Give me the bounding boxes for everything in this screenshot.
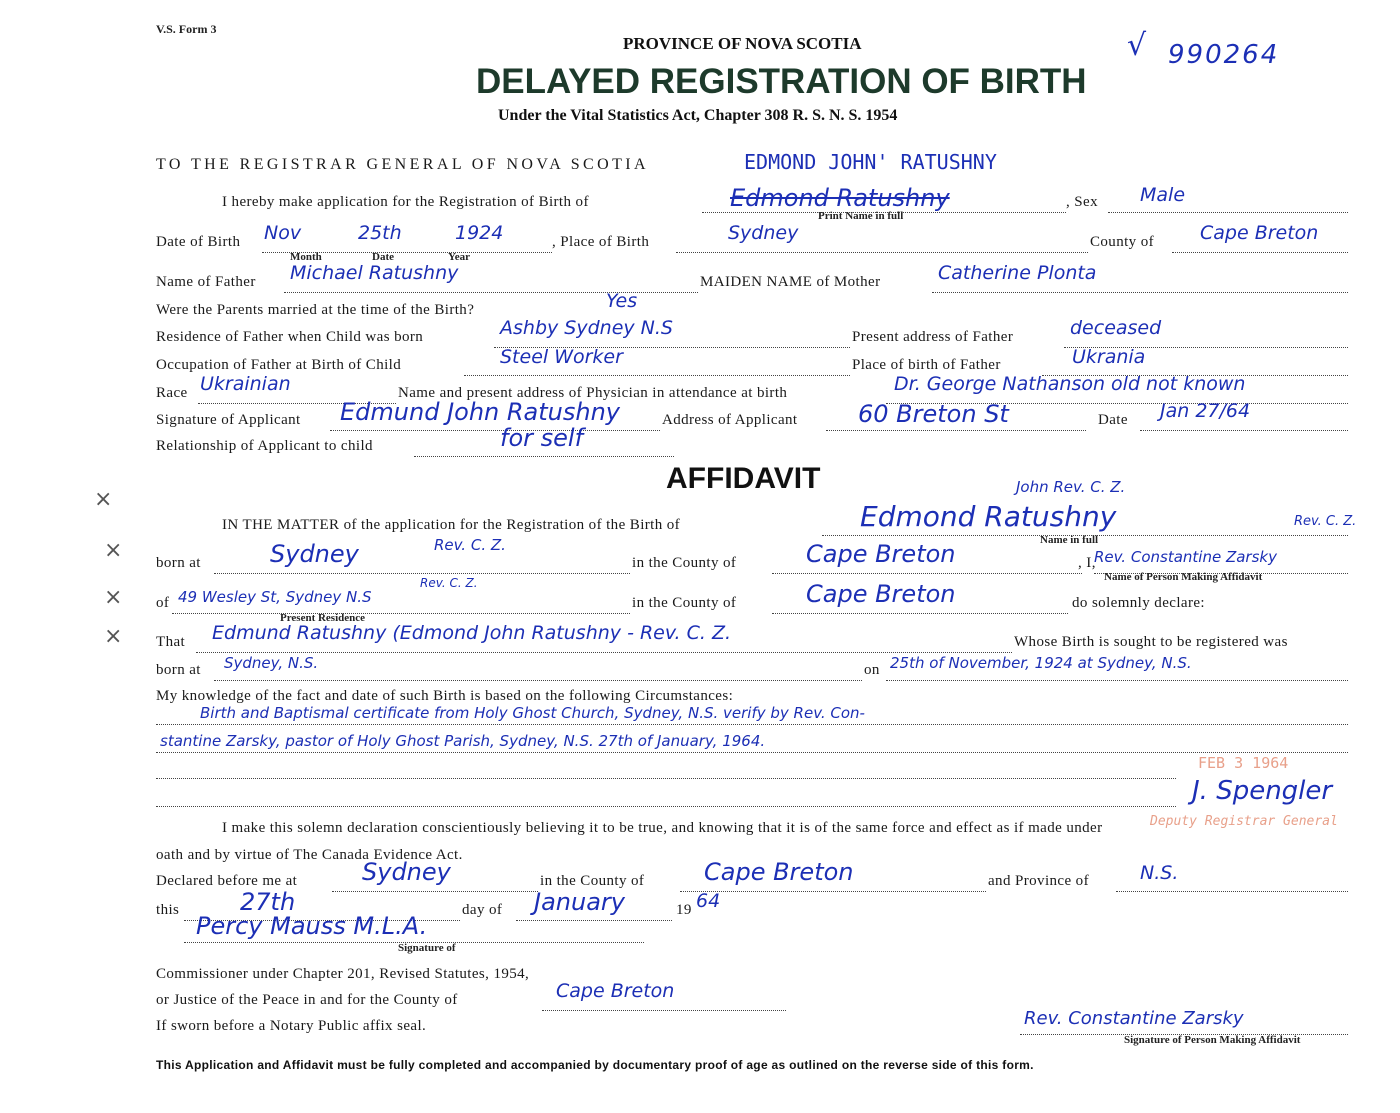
form-number: V.S. Form 3 (156, 22, 217, 36)
month-value: January (534, 888, 625, 916)
margin-mark-4: × (104, 624, 123, 649)
margin-mark-3: × (104, 585, 123, 610)
declaration-line-1: I make this solemn declaration conscientiously believing it to be true, and knowing that it is of the same force and effect as if made under (222, 820, 1103, 836)
day-of-label: day of (462, 902, 503, 918)
father-value: Michael Ratushny (290, 262, 459, 284)
margin-mark-1: × (94, 487, 113, 512)
margin-mark-2: × (104, 538, 123, 563)
that-value: Edmund Ratushny (Edmond John Ratushny - Rev. C. Z. (212, 622, 732, 644)
signature-label: Signature of Applicant (156, 412, 301, 428)
justice-county-value: Cape Breton (556, 980, 675, 1002)
received-stamp-date: FEB 3 1964 (1198, 754, 1289, 772)
affiant-caption: Name of Person Making Affidavit (1104, 571, 1263, 583)
present-address-value: deceased (1070, 317, 1162, 339)
residence-initials: Rev. C. Z. (420, 576, 478, 590)
circumstances-line-2: stantine Zarsky, pastor of Holy Ghost Parish, Sydney, N.S. 27th of January, 1964. (160, 732, 766, 750)
matter-name: Edmond Ratushny (860, 500, 1117, 533)
file-check-mark: √ (1127, 28, 1147, 63)
place-label: , Place of Birth (552, 234, 650, 250)
declared-label: Declared before me at (156, 873, 298, 889)
residence-value: Ashby Sydney N.S (500, 317, 673, 339)
province-value: N.S. (1140, 862, 1179, 884)
present-residence-caption: Present Residence (280, 612, 366, 624)
date-value: Jan 27/64 (1160, 400, 1251, 422)
province-label: and Province of (988, 873, 1089, 889)
relationship-value: for self (500, 424, 584, 452)
application-label: I hereby make application for the Registration of Birth of (222, 194, 589, 210)
born-at2-value: Sydney, N.S. (224, 654, 319, 672)
that-label: That (156, 634, 186, 650)
dob-day: 25th (358, 222, 402, 244)
on-value: 25th of November, 1924 at Sydney, N.S. (890, 654, 1192, 672)
whose-label: Whose Birth is sought to be registered was (1014, 634, 1288, 650)
footer-note: This Application and Affidavit must be fully completed and accompanied by documentary proof of age as outlined on the reverse side of this form. (156, 1058, 1034, 1072)
declared-at-value: Sydney (362, 858, 451, 886)
applicant-address-label: Address of Applicant (662, 412, 798, 428)
married-label: Were the Parents married at the time of the Birth? (156, 302, 475, 318)
declaration-line-2: oath and by virtue of The Canada Evidence Act. (156, 847, 463, 863)
affidavit-county2-value: Cape Breton (806, 580, 956, 608)
born-at-value: Sydney (270, 540, 359, 568)
dob-month: Nov (264, 222, 302, 244)
declared-county-value: Cape Breton (704, 858, 854, 886)
race-value: Ukrainian (200, 373, 291, 395)
justice-label: or Justice of the Peace in and for the County of (156, 992, 458, 1008)
circumstances-line-1: Birth and Baptismal certificate from Holy Ghost Church, Sydney, N.S. verify by Rev. Con- (200, 704, 865, 722)
mother-value: Catherine Plonta (938, 262, 1097, 284)
born-at2-label: born at (156, 662, 201, 678)
father-label: Name of Father (156, 274, 256, 290)
affiant-value: Rev. Constantine Zarsky (1094, 548, 1277, 566)
date-label: Date (1098, 412, 1128, 428)
of-label: of (156, 595, 170, 611)
occupation-label: Occupation of Father at Birth of Child (156, 357, 402, 373)
occupation-value: Steel Worker (500, 346, 623, 368)
month-caption: Month (290, 251, 322, 263)
dob-year: 1924 (455, 222, 504, 244)
affiant-signature-caption: Signature of Person Making Affidavit (1124, 1034, 1301, 1046)
commissioner-line: Commissioner under Chapter 201, Revised Statutes, 1954, (156, 966, 530, 982)
affidavit-heading: AFFIDAVIT (666, 462, 821, 495)
father-birthplace-value: Ukrania (1072, 346, 1146, 368)
county-label: County of (1090, 234, 1155, 250)
affiant-signature: Rev. Constantine Zarsky (1024, 1008, 1244, 1029)
stamp-signature: J. Spengler (1192, 776, 1333, 806)
i-label: , I, (1078, 555, 1096, 571)
commissioner-signature: Percy Mauss M.L.A. (196, 912, 428, 940)
sex-value: Male (1140, 184, 1186, 206)
year-caption: Year (448, 251, 470, 263)
this-label: this (156, 902, 180, 918)
on-label: on (864, 662, 880, 678)
married-value: Yes (606, 290, 638, 312)
father-birthplace-label: Place of birth of Father (852, 357, 1001, 373)
matter-insert: John Rev. C. Z. (1016, 478, 1126, 496)
residence-label: Residence of Father when Child was born (156, 329, 424, 345)
date-caption: Date (372, 251, 394, 263)
name-written: Edmond Ratushny (730, 184, 950, 212)
affiant-initials: Rev. C. Z. (1294, 514, 1357, 529)
place-value: Sydney (728, 222, 799, 244)
declare-label: do solemnly declare: (1072, 595, 1205, 611)
mother-label: MAIDEN NAME of Mother (700, 274, 881, 290)
addressee: TO THE REGISTRAR GENERAL OF NOVA SCOTIA (156, 156, 649, 173)
file-number: 990264 (1168, 40, 1280, 70)
year-prefix: 19 (676, 902, 692, 918)
name-in-full-caption: Name in full (1040, 534, 1099, 546)
born-at-label: born at (156, 555, 201, 571)
physician-label: Name and present address of Physician in attendance at birth (398, 385, 788, 401)
notary-line: If sworn before a Notary Public affix seal. (156, 1018, 427, 1034)
affidavit-county-value: Cape Breton (806, 540, 956, 568)
print-name-caption: Print Name in full (818, 210, 904, 222)
applicant-signature: Edmund John Ratushny (340, 398, 621, 426)
residence-value: 49 Wesley St, Sydney N.S (178, 588, 372, 606)
day-value: 27th (240, 888, 296, 916)
present-address-label: Present address of Father (852, 329, 1014, 345)
applicant-address-value: 60 Breton St (858, 400, 1009, 428)
stamp-text: Deputy Registrar General (1150, 814, 1338, 829)
sex-label: , Sex (1066, 194, 1098, 210)
act-subtitle: Under the Vital Statistics Act, Chapter 308 R. S. N. S. 1954 (498, 107, 898, 124)
physician-value: Dr. George Nathanson old not known (894, 373, 1246, 395)
race-label: Race (156, 385, 188, 401)
declared-county-label: in the County of (540, 873, 645, 889)
knowledge-label: My knowledge of the fact and date of such Birth is based on the following Circumstances: (156, 688, 734, 704)
affidavit-county2-label: in the County of (632, 595, 737, 611)
year-suffix: 64 (696, 890, 721, 912)
affidavit-county-label: in the County of (632, 555, 737, 571)
signature-of-caption: Signature of (398, 942, 456, 954)
matter-label: IN THE MATTER of the application for the Registration of the Birth of (222, 517, 681, 533)
province-heading: PROVINCE OF NOVA SCOTIA (623, 34, 862, 53)
relationship-label: Relationship of Applicant to child (156, 438, 373, 454)
born-at-initials: Rev. C. Z. (434, 536, 506, 554)
printed-name: EDMOND JOHN' RATUSHNY (744, 150, 997, 174)
dob-label: Date of Birth (156, 234, 241, 250)
county-value: Cape Breton (1200, 222, 1319, 244)
page-title: DELAYED REGISTRATION OF BIRTH (476, 62, 1087, 101)
